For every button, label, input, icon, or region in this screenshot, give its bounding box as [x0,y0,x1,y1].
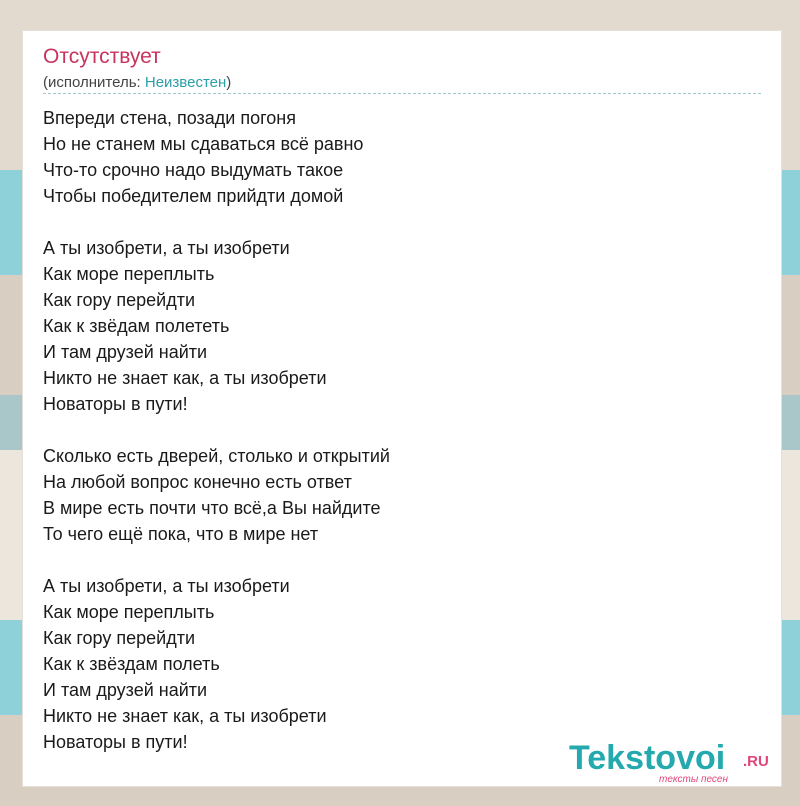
lyric-line: Как море переплыть [43,264,215,284]
lyric-line: А ты изобрети, а ты изобрети [43,238,290,258]
lyrics-stanza [43,105,753,209]
lyric-line: Как к звёздам полеть [43,654,220,674]
lyric-line: И там друзей найти [43,680,208,700]
lyric-line: Как гору перейдти [43,290,195,310]
song-title: Отсутствует [43,45,161,68]
logo-tld: .RU [743,753,769,770]
site-logo[interactable] [569,739,779,784]
lyric-line: Но не станем мы сдаваться всё равно [43,134,364,154]
lyric-line: На любой вопрос конечно есть ответ [43,472,352,492]
lyric-line: Как гору перейдти [43,628,195,648]
artist-prefix: (исполнитель: [43,74,145,91]
lyrics-stanza [43,235,753,417]
lyric-line: Никто не знает как, а ты изобрети [43,368,327,388]
lyric-line: Как море переплыть [43,602,215,622]
artist-link[interactable]: Неизвестен [144,74,227,91]
logo-wordmark: Tekstovoi [569,739,726,777]
artist-suffix: ) [226,74,232,91]
lyric-line: И там друзей найти [43,342,208,362]
lyric-line: Никто не знает как, а ты изобрети [43,706,327,726]
lyric-line: Что-то срочно надо выдумать такое [43,160,344,180]
lyric-line: В мире есть почти что всё,а Вы найдите [43,498,381,518]
lyric-line: А ты изобрети, а ты изобрети [43,576,290,596]
lyrics-stanza [43,443,753,547]
lyrics-stanza [43,573,753,755]
lyric-line: Впереди стена, позади погоня [43,108,296,128]
artist-line [43,74,231,91]
lyrics-text [43,105,753,781]
lyric-line: Новаторы в пути! [43,394,188,414]
lyrics-card [22,30,782,787]
logo-tagline: тексты песен [659,774,728,785]
lyric-line: Как к звёдам полететь [43,316,230,336]
lyric-line: То чего ещё пока, что в мире нет [43,524,319,544]
lyric-line: Новаторы в пути! [43,732,188,752]
lyric-line: Чтобы победителем прийдти домой [43,186,344,206]
lyric-line: Сколько есть дверей, столько и открытий [43,446,390,466]
title-divider [43,93,761,94]
